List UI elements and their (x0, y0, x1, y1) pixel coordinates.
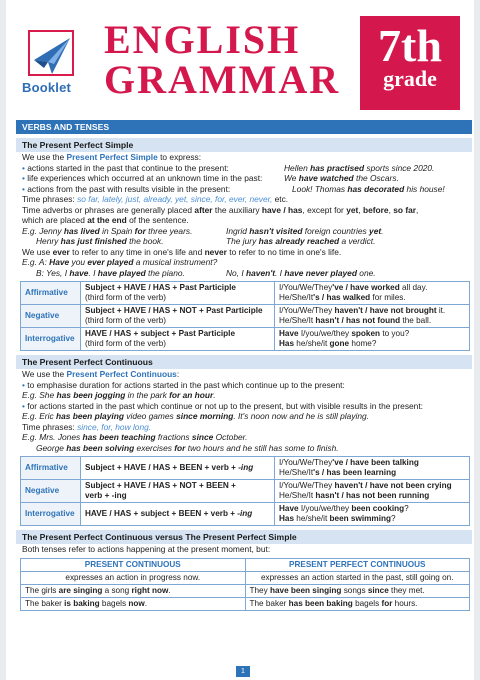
row-label: Affirmative (21, 457, 81, 480)
form-cell (81, 305, 275, 328)
table-row (21, 305, 470, 328)
ppc-body (16, 369, 472, 453)
text: has lived (63, 225, 100, 236)
text: before (362, 204, 389, 215)
text: I/You/We/They (279, 283, 333, 292)
content (16, 120, 472, 611)
ppc-example-1 (22, 390, 466, 401)
text: has already reached (258, 236, 340, 246)
ppc-example-3 (22, 432, 466, 443)
text: We use (22, 246, 53, 257)
text: He/She/It (279, 316, 316, 325)
text: hasn't visited (249, 225, 303, 236)
row-label: Interrogative (21, 328, 81, 351)
ppc-example-4 (22, 443, 466, 454)
text: of the sentence. (126, 215, 189, 225)
ppc-example-2 (22, 411, 466, 422)
text: been swimming (329, 514, 391, 523)
bullet-icon: • (22, 400, 25, 411)
text: We (284, 173, 299, 183)
text: October. (213, 432, 248, 442)
text: are singing (58, 585, 103, 595)
text: has been teaching (82, 432, 156, 442)
text: right now (131, 585, 169, 595)
text: ever (52, 246, 70, 257)
verb: has decorated (347, 183, 405, 194)
text: bagels (99, 598, 129, 608)
text: actions from the past with results visible in the present: (27, 183, 231, 194)
text: Have (279, 504, 299, 513)
text: , (388, 204, 394, 215)
text: video games (123, 411, 177, 421)
text: Subject + HAVE / HAS + BEEN + verb + (85, 463, 239, 472)
text: ? (404, 504, 409, 513)
text: life experiences which occurred at an unknown time in the past: (27, 173, 263, 183)
table-row (21, 328, 470, 351)
bullet-icon: • (22, 162, 25, 173)
ppc-heading: The Present Perfect Continuous (16, 355, 472, 369)
text: . (144, 598, 147, 608)
text: to express: (157, 152, 202, 162)
text: the auxiliary (212, 204, 262, 215)
pps-body (16, 152, 472, 278)
text: to you? (380, 329, 410, 338)
title-line-1: ENGLISH (104, 17, 301, 62)
text: He/She/It (279, 293, 314, 302)
text: 've / have been talking (332, 458, 419, 467)
text: at the end (87, 215, 127, 225)
text: has been baking (288, 598, 353, 608)
text: I/You/We/They (279, 306, 335, 315)
form-cell (81, 282, 275, 305)
text: (third form of the verb) (85, 293, 166, 302)
comparison-body (16, 544, 472, 555)
table-header-row (21, 558, 470, 571)
table-row (21, 597, 470, 610)
text: : (176, 369, 180, 379)
pps-forms-table (20, 281, 470, 351)
text: home? (349, 339, 377, 348)
text: they met. (388, 585, 425, 595)
comparison-intro: Both tenses refer to actions happening at the present moment, but: (22, 544, 271, 554)
example-cell (21, 597, 246, 610)
text: haven't (246, 267, 276, 278)
text: for (381, 598, 393, 608)
text: has been solving (66, 442, 135, 453)
text: have never played (284, 267, 357, 278)
pps-example-2 (22, 236, 466, 247)
row-label: Negative (21, 480, 81, 503)
text: for (174, 442, 186, 453)
row-label: Interrogative (21, 503, 81, 526)
bullet-icon: • (22, 183, 25, 194)
table-row (21, 503, 470, 526)
table-row (21, 571, 470, 584)
term: Present Perfect Continuous (66, 369, 177, 379)
example-cell (275, 503, 470, 526)
verb: have watched (298, 173, 354, 183)
text: , except for (302, 204, 347, 215)
text: been cooking (351, 504, 405, 513)
text: -ing (238, 463, 254, 472)
text: The baker (25, 598, 65, 608)
pps-example-question (22, 257, 466, 268)
row-label: Affirmative (21, 282, 81, 305)
term: Present Perfect Simple (66, 152, 158, 162)
text: Have (279, 329, 299, 338)
text: The girls (25, 585, 59, 595)
text: in Spain (99, 225, 135, 236)
text: the ball. (400, 316, 432, 325)
text: ever played (87, 257, 134, 267)
text: I/You/We/They (279, 481, 335, 490)
text: Henry (36, 236, 61, 246)
text: 've / have worked (332, 283, 400, 292)
text: Hellen (284, 162, 311, 173)
example-cell (245, 584, 470, 597)
example-cell (275, 328, 470, 351)
text: for actions started in the past which continue or not up to the present, but with visible results in the present: (27, 400, 423, 411)
bullet-icon: • (22, 379, 25, 390)
ppc-intro (22, 369, 466, 380)
text: I/you/we/they (298, 329, 352, 338)
text: for miles. (370, 293, 406, 302)
pps-adverb-rule-1 (22, 205, 466, 216)
text: sports since 2020. (364, 162, 435, 173)
pps-ever-never-rule (22, 247, 466, 258)
table-row (21, 457, 470, 480)
text: . (168, 585, 171, 595)
text: Subject + HAVE / HAS + NOT + Past Participle (85, 306, 263, 315)
table-row (21, 584, 470, 597)
text: two hours and he still has some to finish. (185, 442, 339, 453)
page-number: 1 (236, 666, 250, 677)
text: ? (390, 514, 396, 523)
text: since (191, 432, 214, 442)
text: have been singing (269, 585, 342, 595)
text: actions started in the past that continue to the present: (27, 162, 229, 173)
text: have (69, 267, 89, 278)
text: . It's noon now and he is still playing. (233, 411, 370, 421)
text: verb + -ing (85, 491, 127, 500)
text: HAVE / HAS + subject + BEEN + verb + (85, 509, 238, 518)
ppc-bullet-1 (22, 380, 466, 391)
time-phrases: since, for, how long. (77, 421, 152, 432)
example-cell (275, 282, 470, 305)
text: the piano. (145, 267, 185, 278)
text: exercises (134, 442, 175, 453)
section-heading: VERBS AND TENSES (16, 120, 472, 134)
text: The baker (249, 598, 289, 608)
definition-cell: expresses an action started in the past, still going on. (245, 571, 470, 584)
text: now (128, 598, 145, 608)
text: He/She/It (279, 491, 316, 500)
text: -ing (237, 509, 253, 518)
example-cell (21, 584, 246, 597)
title-block (104, 17, 341, 102)
text: a musical instrument? (133, 257, 218, 267)
text: songs (341, 585, 368, 595)
text: which are placed (22, 215, 88, 225)
text: hasn't / has not found (315, 316, 401, 325)
text: spoken (351, 329, 381, 338)
text: since morning (176, 411, 234, 421)
text: the Oscars. (353, 173, 399, 183)
text: gone (329, 339, 350, 348)
text: The jury (226, 236, 259, 246)
text: E.g. Jenny (22, 225, 64, 236)
text: . I (88, 267, 98, 278)
text: a verdict. (339, 236, 376, 246)
text: Time adverbs or phrases are generally placed (22, 204, 195, 215)
text: , (358, 204, 363, 215)
text: fractions (155, 432, 192, 442)
header (16, 14, 472, 114)
row-label: Negative (21, 305, 81, 328)
text: haven't / have not brought (334, 306, 437, 315)
text: hasn't / has not been running (315, 491, 430, 500)
text: B: Yes, I (36, 267, 70, 278)
text: He/She/It (279, 468, 314, 477)
text: E.g. Mrs. Jones (22, 432, 83, 442)
bullet-icon: • (22, 173, 25, 183)
text: for an hour (169, 390, 214, 400)
pps-intro (22, 152, 466, 163)
time-phrases: so far, lately, just, already, yet, since, for, ever, never, (77, 194, 273, 204)
text: Subject + HAVE / HAS + NOT + BEEN + (85, 481, 236, 490)
title-line-2: GRAMMAR (104, 57, 341, 102)
ppc-forms-table (20, 456, 470, 526)
text: I/you/we/they (298, 504, 352, 513)
table-row (21, 282, 470, 305)
text: to emphasise duration for actions started in the past which continue up to the present: (27, 379, 345, 390)
text: a song (102, 585, 132, 595)
form-cell (81, 503, 275, 526)
pps-bullet-2 (22, 173, 466, 184)
grade-word: grade (383, 66, 437, 91)
text: (third form of the verb) (85, 316, 166, 325)
text: Has (279, 514, 295, 523)
text: haven't / have not been crying (334, 481, 452, 490)
text: to refer to no time in one's life. (226, 246, 342, 257)
pps-adverb-rule-2 (22, 215, 466, 226)
definition-cell: expresses an action in progress now. (21, 571, 246, 584)
ppc-time-phrases (22, 422, 466, 433)
text: They (249, 585, 270, 595)
text: he/she/it (294, 514, 330, 523)
text: for (134, 225, 146, 236)
booklet-logo (20, 30, 84, 110)
grade-badge (360, 16, 460, 110)
text: E.g. Eric (22, 411, 56, 421)
text: so far (393, 204, 417, 215)
example-cell (275, 457, 470, 480)
text: Look! Thomas (292, 183, 348, 194)
text: after (194, 204, 213, 215)
footer (6, 664, 480, 680)
text: (third form of the verb) (85, 339, 166, 348)
text: etc. (272, 194, 289, 204)
text: never (204, 246, 227, 257)
text: We use the (22, 369, 67, 379)
text: one. (356, 267, 376, 278)
text: three years. (145, 225, 193, 236)
text: , (416, 204, 419, 215)
text: . I (275, 267, 285, 278)
text: since (367, 585, 389, 595)
text: HAVE / HAS + subject + Past Participle (85, 329, 236, 338)
comparison-heading: The Present Perfect Continuous versus The Present Perfect Simple (16, 530, 472, 544)
text: has been playing (55, 411, 124, 421)
logo-text: Booklet (22, 80, 72, 95)
example-cell (275, 305, 470, 328)
ppc-bullet-2 (22, 401, 466, 412)
text: the book. (126, 236, 164, 246)
paper-plane-icon (30, 34, 74, 78)
text: Has (279, 339, 295, 348)
text: bagels (352, 598, 382, 608)
text: he/she/it (294, 339, 330, 348)
text: yet (369, 225, 382, 236)
text: in the park (125, 390, 170, 400)
text: E.g. She (22, 390, 57, 400)
form-cell (81, 480, 275, 503)
pps-bullet-1 (22, 163, 466, 174)
form-cell (81, 328, 275, 351)
text: is baking (64, 598, 100, 608)
form-cell (81, 457, 275, 480)
pps-heading: The Present Perfect Simple (16, 138, 472, 152)
text: 's / has walked (313, 293, 371, 302)
pps-example-1 (22, 226, 466, 237)
text: I/You/We/They (279, 458, 333, 467)
text: has been jogging (56, 390, 126, 400)
text: have / has (261, 204, 303, 215)
text: foreign countries (302, 225, 370, 236)
text: 's / has been learning (313, 468, 397, 477)
text: hours. (392, 598, 418, 608)
text: E.g. A: (22, 257, 50, 267)
text: it. (436, 306, 446, 315)
text: you (69, 257, 88, 267)
comparison-table (20, 558, 470, 611)
pps-example-answers (22, 268, 466, 279)
column-header: PRESENT CONTINUOUS (21, 558, 246, 571)
text: to refer to any time in one's life and (69, 246, 205, 257)
text: all day. (399, 283, 428, 292)
column-header: PRESENT PERFECT CONTINUOUS (245, 558, 470, 571)
text: Ingrid (226, 225, 250, 236)
text: Subject + HAVE / HAS + Past Participle (85, 283, 236, 292)
pps-time-phrases (22, 194, 466, 205)
text: George (36, 442, 67, 453)
grade-number: 7th (378, 20, 442, 71)
text: We use the (22, 152, 67, 162)
text: Have (49, 257, 70, 267)
text: yet (346, 204, 359, 215)
example-cell (245, 597, 470, 610)
text: Time phrases: (22, 194, 78, 204)
text: have played (97, 267, 146, 278)
text: has just finished (60, 236, 127, 246)
table-row (21, 480, 470, 503)
text: . (213, 390, 216, 400)
pps-bullet-3 (22, 184, 466, 195)
text: . (381, 225, 384, 236)
text: No, I (226, 267, 247, 278)
text: his house! (404, 183, 445, 194)
verb: has practised (310, 162, 365, 173)
text: Time phrases: (22, 421, 78, 432)
example-cell (275, 480, 470, 503)
